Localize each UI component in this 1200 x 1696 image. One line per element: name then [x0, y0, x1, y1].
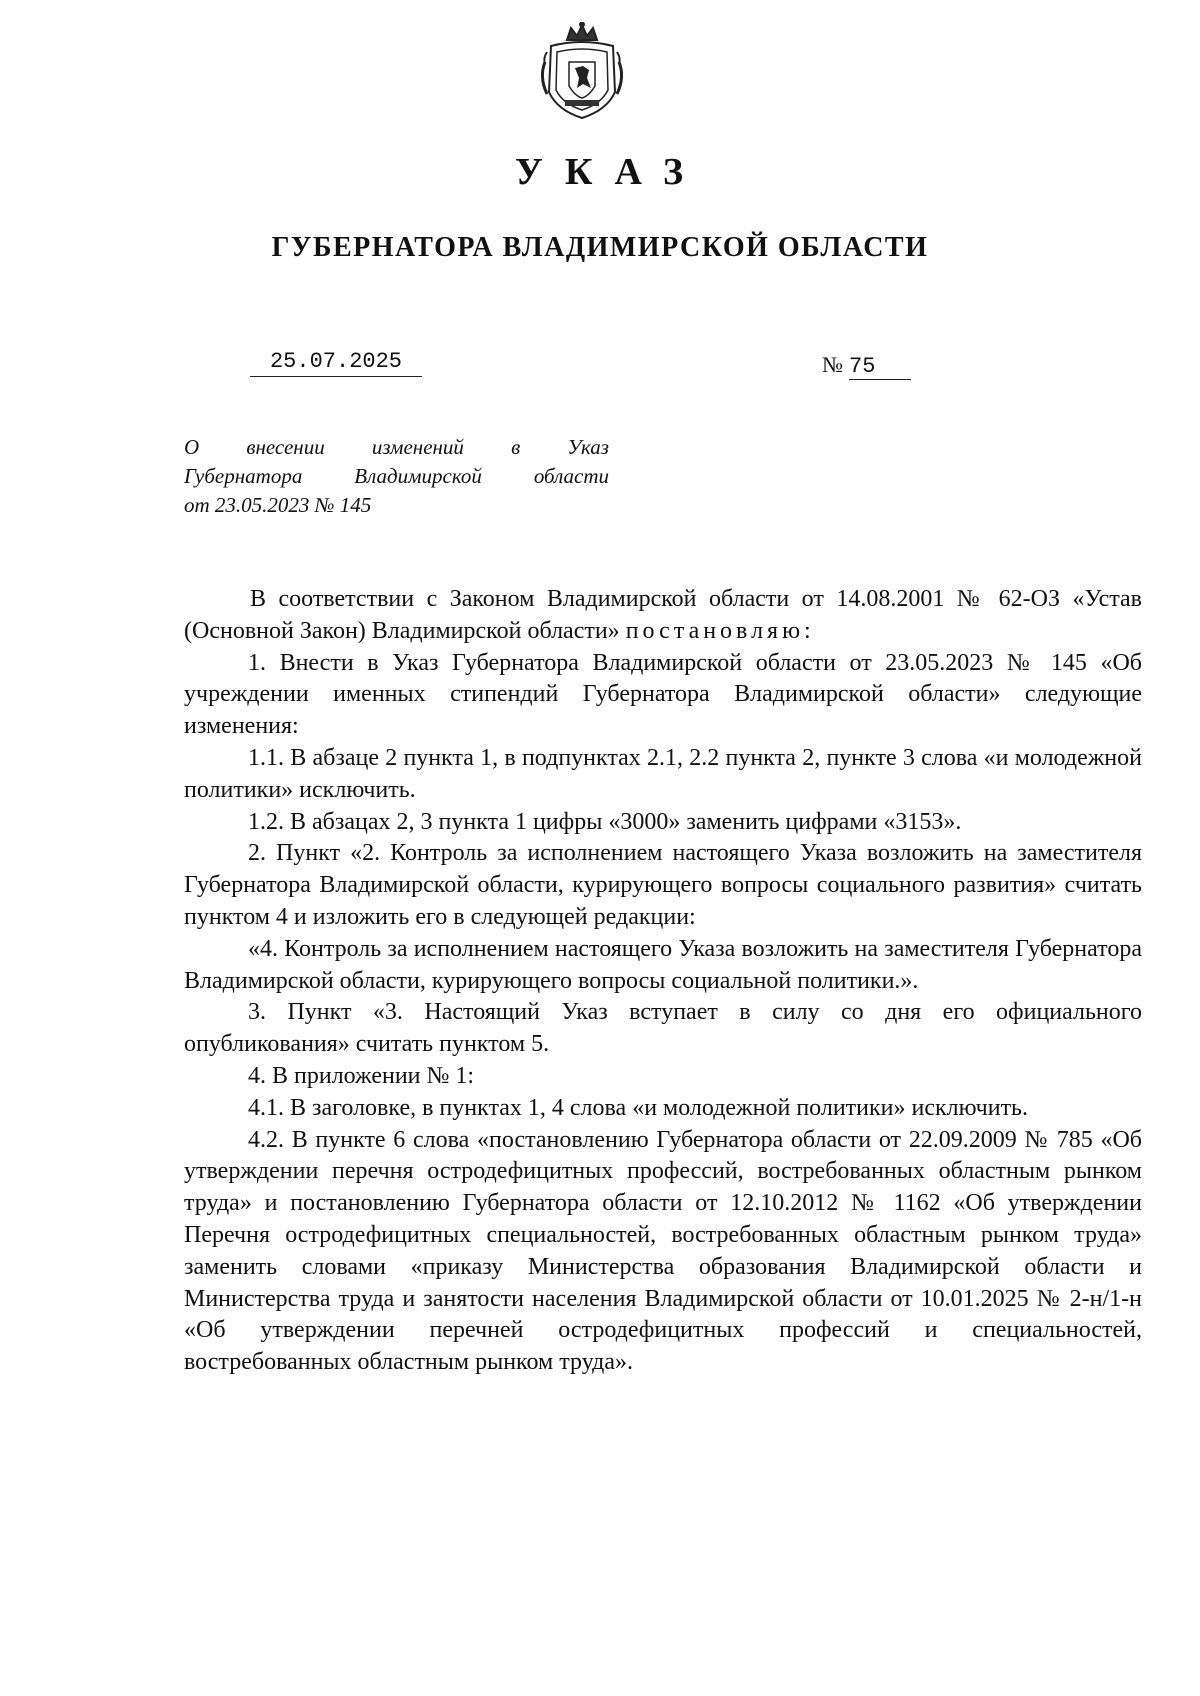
paragraph-4-1: 4.1. В заголовке, в пунктах 1, 4 слова «и молодежной политики» исключить.: [248, 1094, 1028, 1121]
paragraph-1-2: 1.2. В абзацах 2, 3 пункта 1 цифры «3000» заменить цифрами «3153».: [248, 808, 962, 835]
number-value: 75: [849, 354, 911, 380]
paragraph-3: 3. Пункт «3. Настоящий Указ вступает в силу со дня его официального опубликования» считать пунктом 5.: [184, 999, 1142, 1058]
coat-of-arms-icon: [537, 22, 627, 122]
paragraph-1: 1. Внести в Указ Губернатора Владимирской области от 23.05.2023 № 145 «Об учреждении именных стипендий Губернатора Владимирской области» следующие изменения:: [184, 649, 1142, 740]
document-subtitle: ГУБЕРНАТОРА ВЛАДИМИРСКОЙ ОБЛАСТИ: [271, 232, 929, 263]
paragraph-4: 4. В приложении № 1:: [248, 1062, 475, 1089]
document-title: УКАЗ: [515, 151, 705, 193]
paragraph-4-2: 4.2. В пункте 6 слова «постановлению Губернатора области от 22.09.2009 № 785 «Об утверждении перечня остродефицитных профессий, востребованных областным рынком труда» и постановлению Губернатора области от 12.10.2012 № 1162 «Об утверждении Перечня остродефицитных специальностей, востребованных областным рынком труда» заменить словами «приказу Министерства образования Владимирской области и Министерства труда и занятости населения Владимирской области от 10.01.2025 № 2-н/1-н «Об утверждении перечней остродефицитных профессий и специальностей, востребованных областным рынком труда».: [184, 1126, 1142, 1376]
paragraph-1-1: 1.1. В абзаце 2 пункта 1, в подпунктах 2.1, 2.2 пункта 2, пункте 3 слова «и молодежной политики» исключить.: [184, 744, 1142, 803]
subject-line: О внесении изменений в Указ: [184, 435, 609, 459]
document-subject: [184, 433, 609, 520]
intro-paragraph: [184, 584, 1142, 648]
document-date: 25.07.2025: [250, 349, 422, 377]
number-sign: №: [822, 352, 843, 377]
intro-text: В соответствии с Законом Владимирской области от 14.08.2001 № 62-ОЗ «Устав (Основной Закон) Владимирской области»: [184, 586, 1142, 644]
document-number: [822, 352, 911, 380]
paragraph-2-quote: «4. Контроль за исполнением настоящего Указа возложить на заместителя Губернатора Владимирской области, курирующего вопросы социальной политики.».: [184, 935, 1142, 994]
subject-line: от 23.05.2023 № 145: [184, 493, 372, 517]
document-body: [184, 584, 1142, 1379]
paragraph-2: 2. Пункт «2. Контроль за исполнением настоящего Указа возложить на заместителя Губернатора Владимирской области, курирующего вопросы социального развития» считать пунктом 4 и изложить его в следующей редакции:: [184, 840, 1142, 930]
subject-line: Губернатора Владимирской области: [184, 464, 609, 488]
intro-action: постановляю:: [625, 617, 815, 644]
